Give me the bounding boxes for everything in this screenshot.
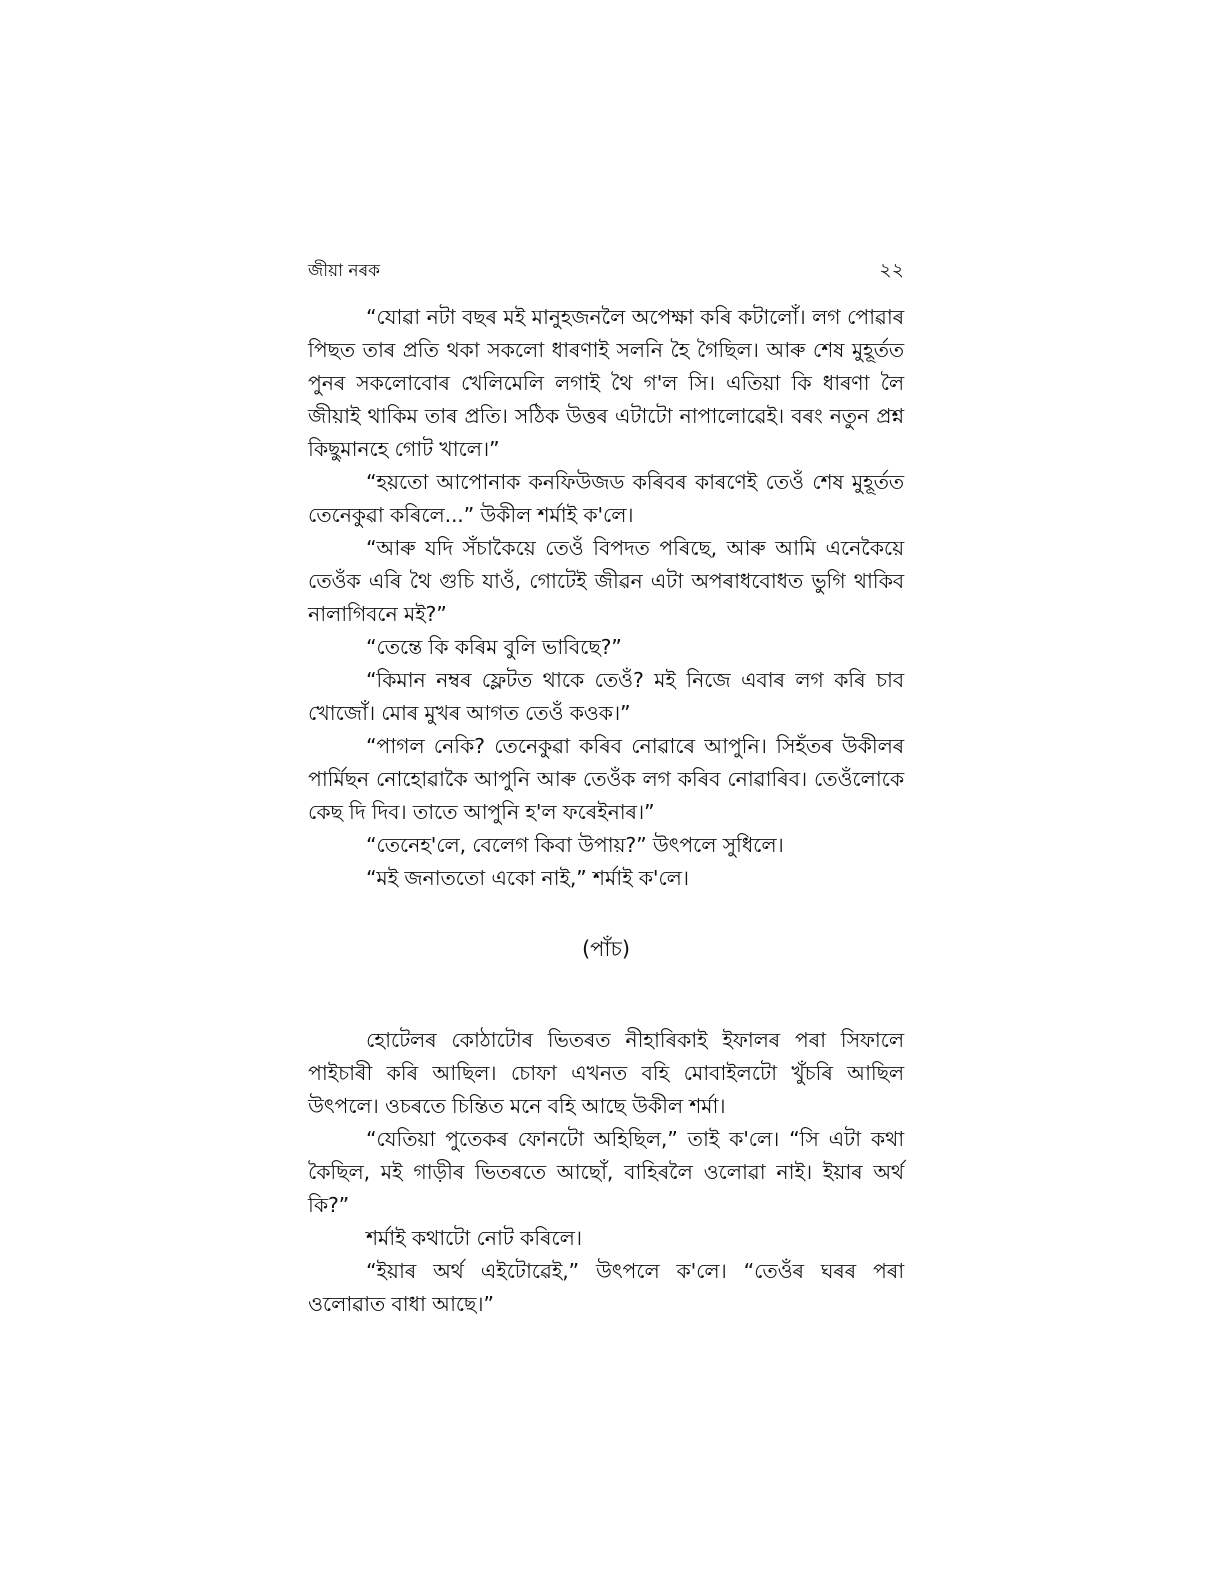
paragraph: “আৰু যদি সঁচাকৈয়ে তেওঁ বিপদত পৰিছে, আৰু আমি এনেকৈয়ে তেওঁক এৰি থৈ গুচি যাওঁ, গোটেই জীৱন এটা অপৰাধবোধত ভুগি থাকিব নালাগিবনে মই?” — [308, 536, 904, 626]
paragraph: “তেন্তে কি কৰিম বুলি ভাবিছে?” — [366, 635, 622, 659]
paragraph: “পাগল নেকি? তেনেকুৱা কৰিব নোৱাৰে আপুনি। সিহঁতৰ উকীলৰ পাৰ্মিছন নোহোৱাকৈ আপুনি আৰু তেওঁক লগ কৰিব নোৱাৰিব। তেওঁলোকে কেছ দি দিব। তাতে আপুনি হ'ল ফৰেইনাৰ।” — [308, 734, 904, 824]
paragraph: “কিমান নম্বৰ ফ্লেটত থাকে তেওঁ? মই নিজে এবাৰ লগ কৰি চাব খোজোঁ। মোৰ মুখৰ আগত তেওঁ কওক।” — [308, 668, 904, 725]
paragraph: শৰ্মাই কথাটো নোট কৰিলে। — [366, 1226, 582, 1250]
body-text-before — [308, 301, 904, 895]
section-heading: (পাঁচ) — [581, 937, 631, 961]
paragraph: “তেনেহ'লে, বেলেগ কিবা উপায়?” উৎপলে সুধিলে। — [366, 833, 784, 857]
page-number: ২২ — [879, 259, 904, 281]
paragraph: “হয়তো আপোনাক কনফিউজড কৰিবৰ কাৰণেই তেওঁ শেষ মুহূৰ্তত তেনেকুৱা কৰিলে...” উকীল শৰ্মাই ক'লে। — [308, 470, 904, 527]
book-page — [308, 258, 904, 1321]
paragraph: “যেতিয়া পুতেকৰ ফোনটো অহিছিল,” তাই ক'লে। “সি এটা কথা কৈছিল, মই গাড়ীৰ ভিতৰতে আছোঁ, বাহিৰলৈ ওলোৱা নাই। ইয়াৰ অৰ্থ কি?” — [308, 1127, 904, 1217]
running-header — [308, 258, 904, 283]
paragraph: হোটেলৰ কোঠাটোৰ ভিতৰত নীহাৰিকাই ইফালৰ পৰা সিফালে পাইচাৰী কৰি আছিল। চোফা এখনত বহি মোবাইলটো খুঁচৰি আছিল উৎপলে। ওচৰতে চিন্তিত মনে বহি আছে উকীল শৰ্মা। — [308, 1028, 904, 1118]
body-text-after — [308, 1024, 904, 1321]
paragraph: “মই জনাততো একো নাই,” শৰ্মাই ক'লে। — [366, 866, 689, 890]
book-title: জীয়া নৰক — [308, 261, 381, 281]
paragraph: “যোৱা নটা বছৰ মই মানুহজনলৈ অপেক্ষা কৰি কটালোঁ। লগ পোৱাৰ পিছত তাৰ প্ৰতি থকা সকলো ধাৰণাই সলনি হৈ গৈছিল। আৰু শেষ মুহূৰ্তত পুনৰ সকলোবোৰ খেলিমেলি লগাই থৈ গ'ল সি। এতিয়া কি ধাৰণা লৈ জীয়াই থাকিম তাৰ প্ৰতি। সঠিক উত্তৰ এটাটো নাপালোৱেই। বৰং নতুন প্ৰশ্ন কিছুমানহে গোট খালে।” — [308, 305, 904, 461]
paragraph: “ইয়াৰ অৰ্থ এইটোৱেই,” উৎপলে ক'লে। “তেওঁৰ ঘৰৰ পৰা ওলোৱাত বাধা আছে।” — [308, 1259, 904, 1316]
